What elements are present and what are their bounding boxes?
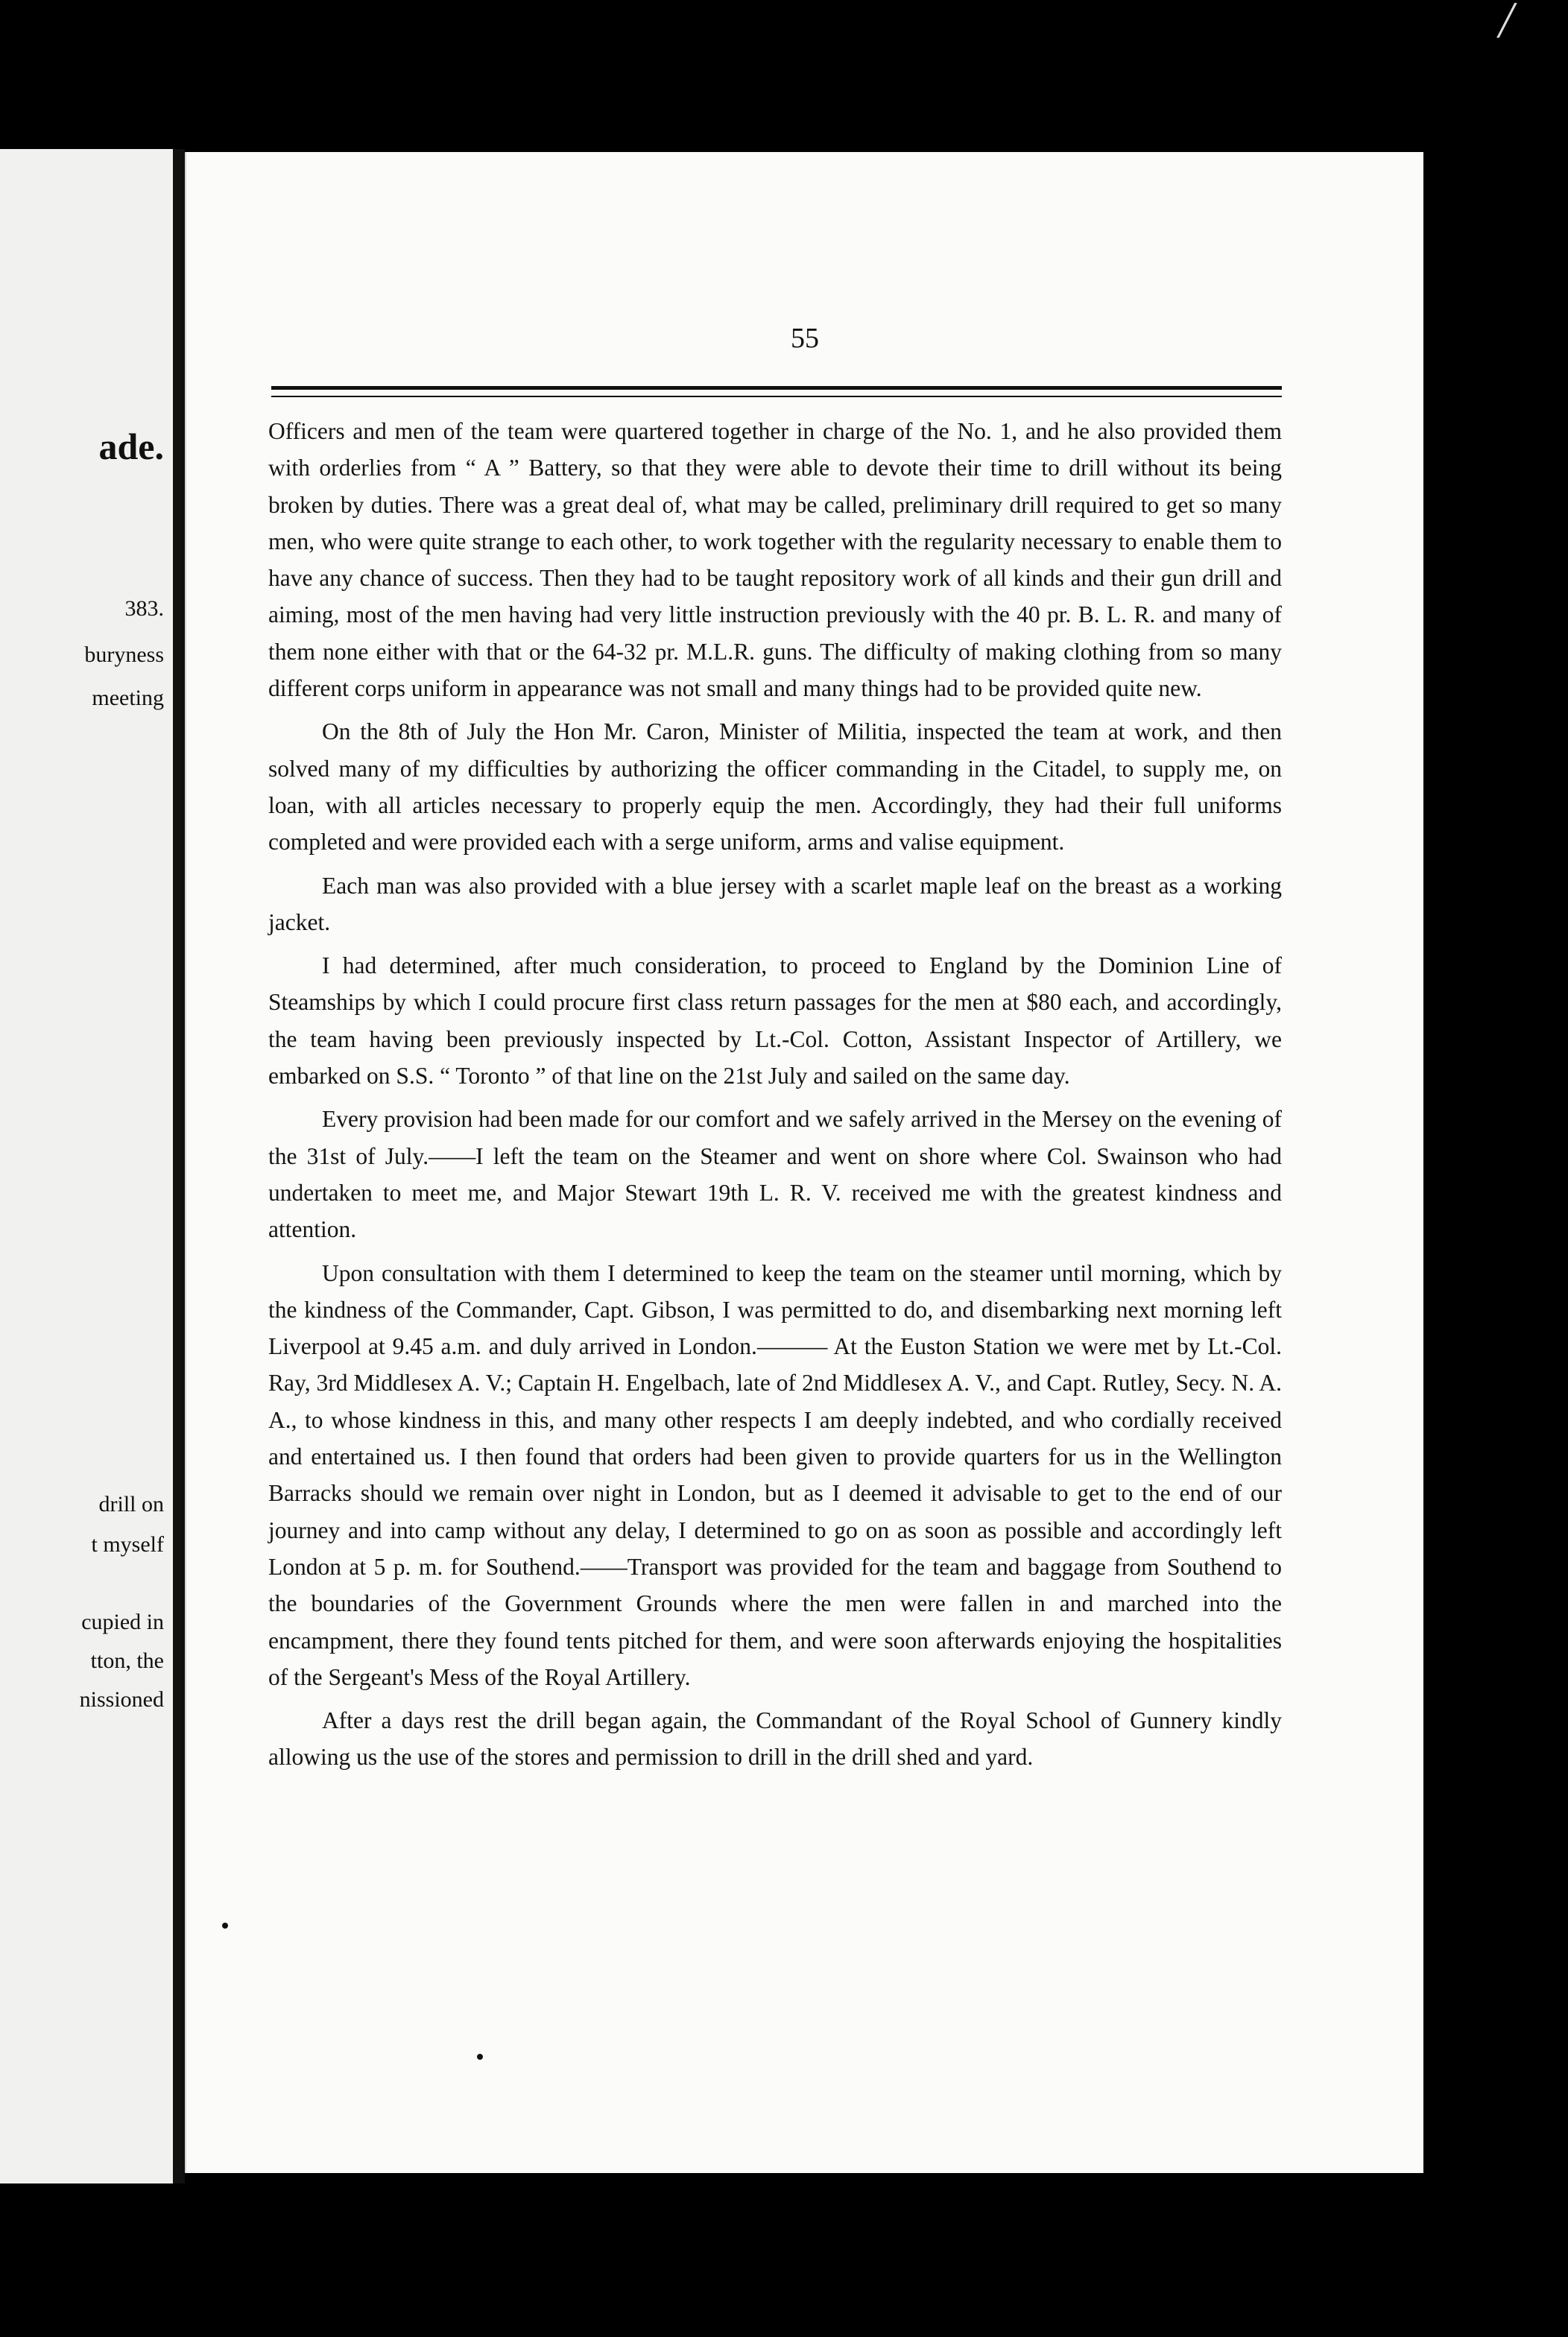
body-text xyxy=(268,413,1282,1776)
facing-page-line: drill on xyxy=(98,1492,164,1517)
ink-speck xyxy=(477,2054,483,2060)
paragraph: Every provision had been made for our comfort and we safely arrived in the Mersey on the evening of the 31st of July.——I left the team on the Steamer and went on shore where Col. Swainson who had undertaken to meet me, and Major Stewart 19th L. R. V. received me with the greatest kindness and attention. xyxy=(268,1106,1282,1243)
paragraph: After a days rest the drill began again, the Commandant of the Royal School of Gunnery kindly allowing us the use of the stores and permission to drill in the drill shed and yard. xyxy=(268,1707,1282,1771)
facing-page-line: meeting xyxy=(92,686,164,710)
facing-page-line: tton, the xyxy=(90,1648,164,1673)
header-rule-thin xyxy=(271,396,1282,397)
paragraph: On the 8th of July the Hon Mr. Caron, Minister of Militia, inspected the team at work, and then solved many of my difficulties by authorizing the officer commanding in the Citadel, to supply me, on loan, with all articles necessary to properly equip the men. Accordingly, they had their full uniforms completed and were provided each with a serge uniform, arms and valise equipment. xyxy=(268,718,1282,856)
facing-page-line: t myself xyxy=(91,1532,164,1557)
scan-mark: ╱ xyxy=(1497,4,1516,37)
paragraph: Officers and men of the team were quartered together in charge of the No. 1, and he also provided them with orderlies from “ A ” Battery, so that they were able to devote their time to drill without its being broken by duties. There was a great deal of, what may be called, preliminary drill required to get so many men, who were quite strange to each other, to work together with the regularity necessary to enable them to have any chance of success. Then they had to be taught repository work of all kinds and their gun drill and aiming, most of the men having had very little instruction previously with the 40 pr. B. L. R. and many of them none either with that or the 64-32 pr. M.L.R. guns. The difficulty of making clothing from so many different corps uniform in appearance was not small and many things had to be provided quite new. xyxy=(268,418,1282,702)
facing-page-line: cupied in xyxy=(81,1610,164,1634)
page-number: 55 xyxy=(791,323,819,354)
page-fold xyxy=(173,149,185,2183)
facing-page-line: nissioned xyxy=(79,1687,164,1712)
document-page xyxy=(185,152,1423,2173)
header-rule-thick xyxy=(271,386,1282,390)
ink-speck xyxy=(222,1923,228,1929)
facing-page-line: 383. xyxy=(124,596,164,621)
facing-page-line: buryness xyxy=(84,642,164,667)
paragraph: I had determined, after much consideration, to proceed to England by the Dominion Line of Steamships by which I could procure first class return passages for the men at $80 each, and accordingly, the team having been previously inspected by Lt.-Col. Cotton, Assistant Inspector of Artillery, we embarked on S.S. “ Toronto ” of that line on the 21st July and sailed on the same day. xyxy=(268,952,1282,1090)
facing-page-fragment xyxy=(0,149,173,2183)
facing-page-line: ade. xyxy=(98,426,164,467)
paragraph: Each man was also provided with a blue jersey with a scarlet maple leaf on the breast as a working jacket. xyxy=(268,872,1282,935)
paragraph: Upon consultation with them I determined to keep the team on the steamer until morning, which by the kindness of the Commander, Capt. Gibson, I was permitted to do, and disembarking next morning left Liverpool at 9.45 a.m. and duly arrived in London.——— At the Euston Station we were met by Lt.-Col. Ray, 3rd Middlesex A. V.; Captain H. Engelbach, late of 2nd Middlesex A. V., and Capt. Rutley, Secy. N. A. A., to whose kindness in this, and many other respects I am deeply indebted, and who cordially received and entertained us. I then found that orders had been given to provide quarters for us in the Wellington Barracks should we remain over night in London, but as I deemed it advisable to get to the end of our journey and into camp without any delay, I determined to go on as soon as possible and accordingly left London at 5 p. m. for Southend.——Transport was provided for the team and baggage from Southend to the boundaries of the Government Grounds where the men were fallen in and marched into the encampment, there they found tents pitched for them, and were soon afterwards enjoying the hospitalities of the Sergeant's Mess of the Royal Artillery. xyxy=(268,1259,1282,1690)
